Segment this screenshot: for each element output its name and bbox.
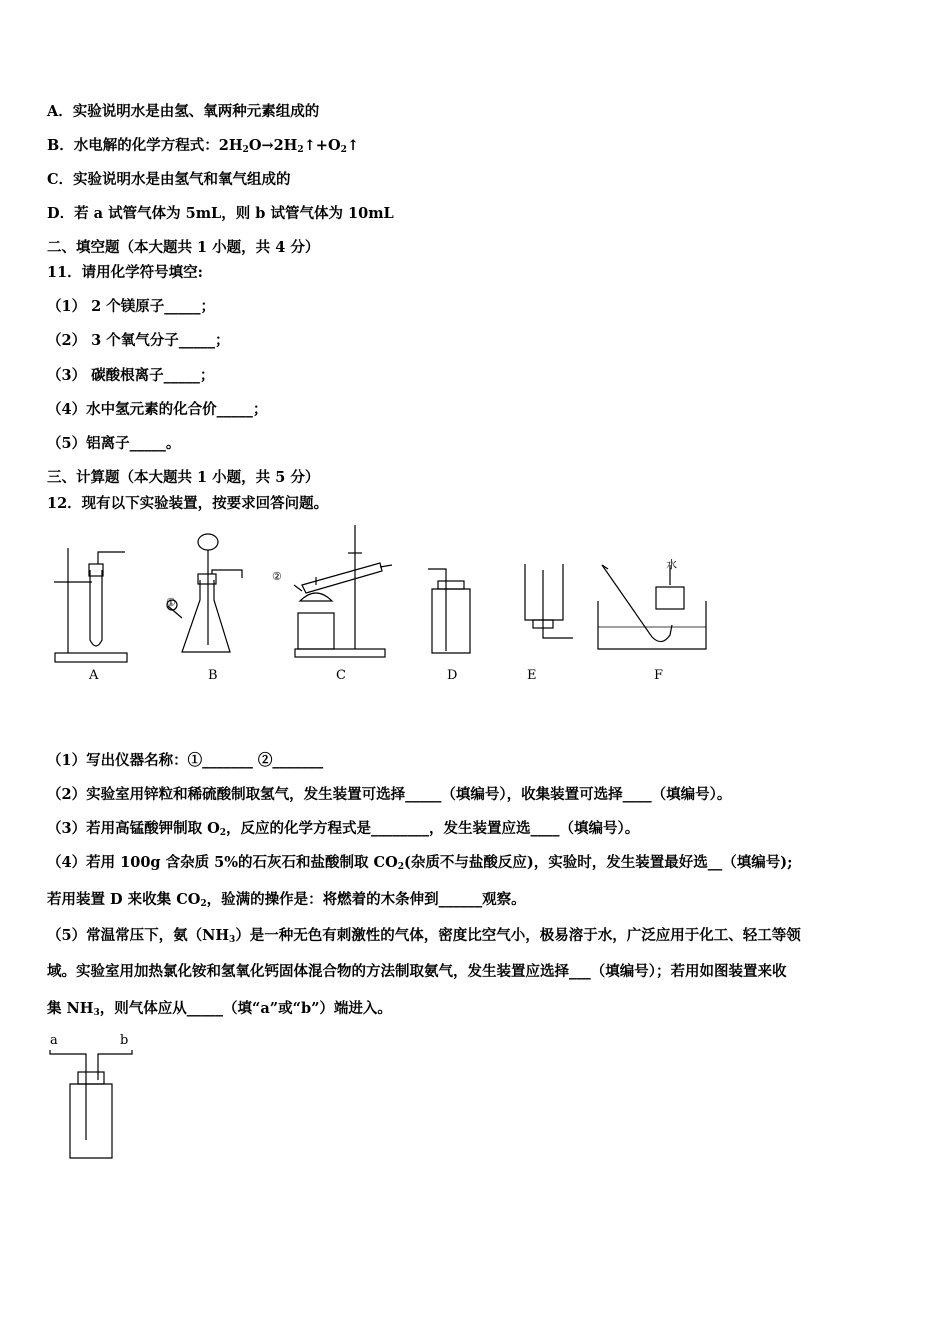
q5-text: ）是一种无色有刺激性的气体，密度比空气小，极易溶于水，广泛应用于化工、轻工等领 [235, 927, 801, 944]
option-b-text: ↑ [346, 137, 360, 154]
apparatus-f-water-trough [592, 555, 712, 655]
label-water: 水 [666, 558, 677, 571]
option-b [47, 136, 359, 156]
label-a: A [89, 668, 99, 683]
option-b-text: ↑+O [303, 137, 341, 154]
subscript: 3 [229, 935, 236, 945]
subscript: 2 [242, 145, 249, 155]
q4b-text: 若用装置 D 来收集 CO [47, 891, 201, 908]
subscript: 2 [219, 828, 227, 838]
q12-part-5-line3 [47, 999, 392, 1019]
question-11: 11．请用化学符号填空: [47, 264, 204, 281]
apparatus-c-heating-setup [280, 525, 400, 660]
option-d: D．若 a 试管气体为 5mL，则 b 试管气体为 10mL [47, 205, 394, 222]
subscript: 2 [297, 145, 304, 155]
q11-item-3: （3） 碳酸根离子_____； [47, 367, 215, 384]
marker-1: ① [166, 596, 176, 609]
q3-text: ，反应的化学方程式是________，发生装置应选____（填编号）。 [226, 820, 640, 837]
q5-text: （5）常温常压下，氨（NH [47, 927, 230, 944]
subscript: 2 [200, 899, 207, 909]
q4-text: (杂质不与盐酸反应)，实验时，发生装置最好选__（填编号); [404, 854, 793, 871]
option-c: C．实验说明水是由氢气和氧气组成的 [47, 171, 291, 188]
gas-bottle-ab [48, 1040, 128, 1165]
option-a: A．实验说明水是由氢、氧两种元素组成的 [47, 103, 320, 120]
q12-part-2: （2）实验室用锌粒和稀硫酸制取氢气，发生装置可选择_____（填编号），收集装置可选择____（填编号）。 [47, 786, 732, 803]
label-d: D [447, 668, 458, 683]
question-12: 12．现有以下实验装置，按要求回答问题。 [47, 495, 329, 512]
subscript: 2 [397, 862, 404, 872]
q12-part-5-line2: 域。实验室用加热氯化铵和氢氧化钙固体混合物的方法制取氨气，发生装置应选择___（填编号）；若用如图装置来收 [47, 963, 787, 980]
option-b-text: O→2H [248, 137, 298, 154]
q3-text: （3）若用高锰酸钾制取 O [47, 820, 220, 837]
apparatus-b-conical-flask [160, 530, 250, 660]
q11-item-1: （1） 2 个镁原子_____； [47, 298, 216, 315]
q4b-text: ，验满的操作是：将燃着的木条伸到______观察。 [206, 891, 526, 908]
subscript: 2 [340, 145, 347, 155]
q11-item-4: （4）水中氢元素的化合价_____； [47, 401, 268, 418]
marker-2: ② [272, 570, 282, 583]
label-f: F [654, 668, 664, 683]
apparatus-e-inverted-bottle [515, 560, 585, 650]
label-b: B [208, 668, 218, 683]
q12-part-4b [47, 890, 526, 910]
apparatus-a-stand-with-test-tube [50, 540, 135, 665]
bottle-label-b: b [120, 1033, 129, 1048]
q4-text: （4）若用 100g 含杂质 5%的石灰石和盐酸制取 CO [47, 854, 398, 871]
q11-item-2: （2） 3 个氧气分子_____； [47, 332, 230, 349]
apparatus-d-gas-bottle [420, 565, 480, 660]
q12-part-3 [47, 819, 639, 839]
label-c: C [336, 668, 346, 683]
subscript: 3 [93, 1008, 100, 1018]
q12-part-5-line1 [47, 926, 801, 946]
q5-text: ，则气体应从_____（填“a”或“b”）端进入。 [99, 1000, 392, 1017]
bottle-label-a: a [50, 1033, 58, 1048]
label-e: E [527, 668, 537, 683]
q12-part-1: （1）写出仪器名称：①_______ ②_______ [47, 752, 324, 769]
section-3-title: 三、计算题（本大题共 1 小题，共 5 分） [47, 469, 320, 486]
q11-item-5: （5）铝离子_____。 [47, 435, 181, 452]
section-2-title: 二、填空题（本大题共 1 小题，共 4 分） [47, 239, 320, 256]
q5-text: 集 NH [47, 1000, 94, 1017]
q12-part-4 [47, 853, 792, 873]
option-b-text: B．水电解的化学方程式：2H [47, 137, 243, 154]
